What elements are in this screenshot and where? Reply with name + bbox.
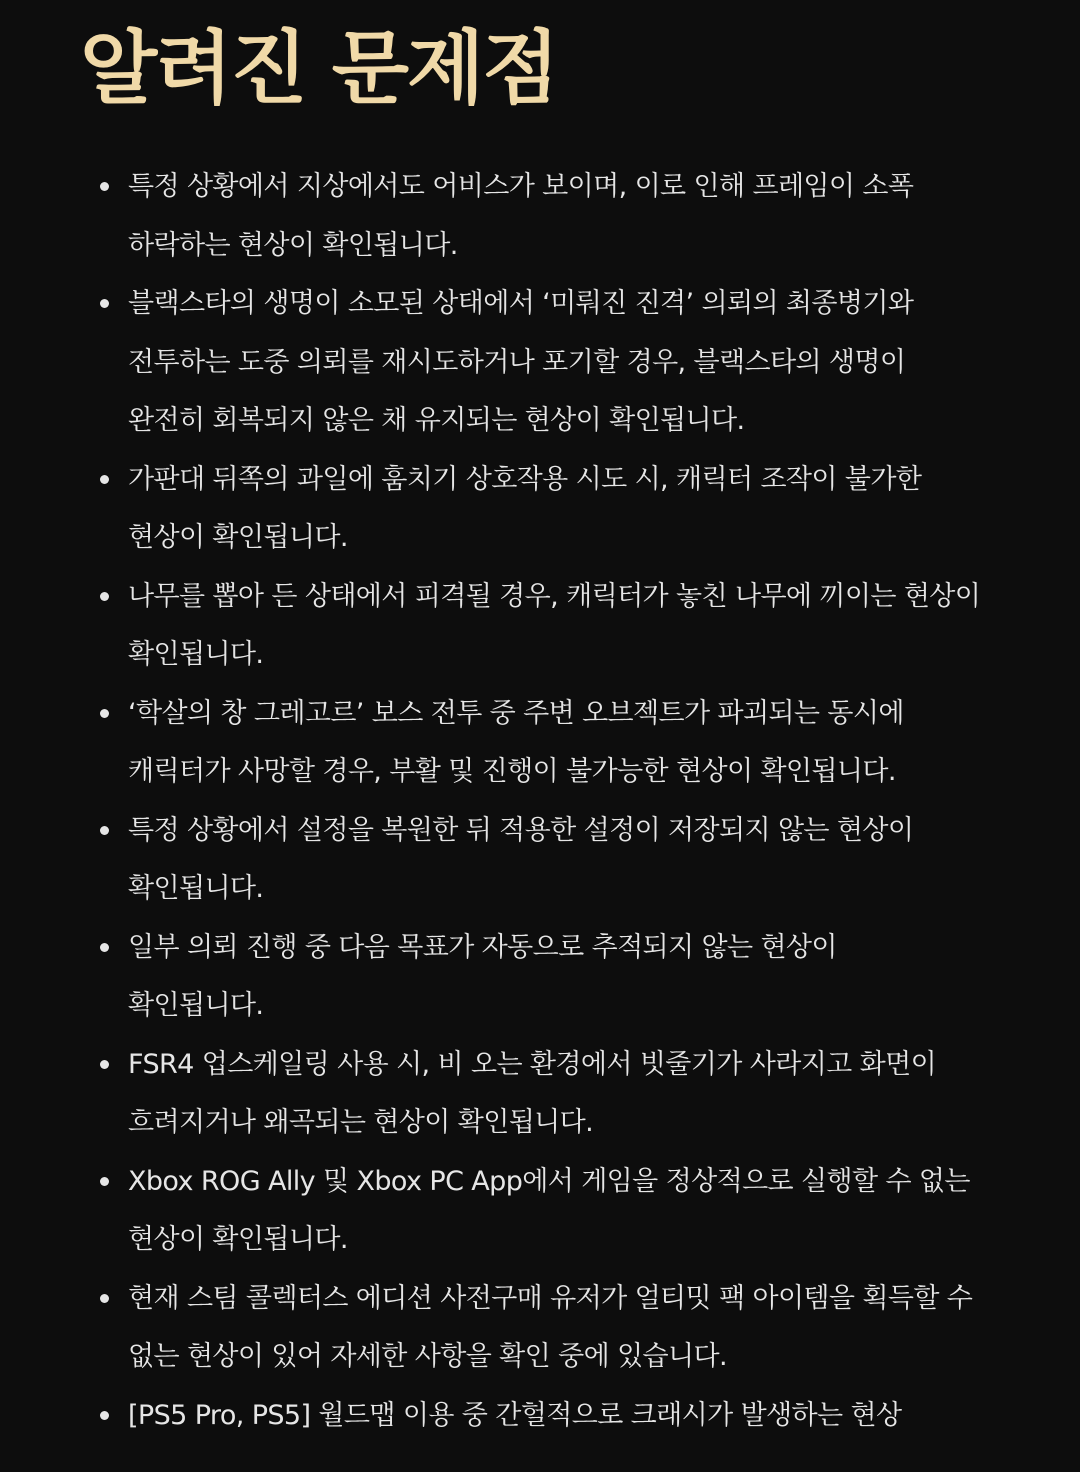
bullet-icon [100,592,109,601]
issue-text-line: 없는 현상이 있어 자세한 사항을 확인 중에 있습니다. [128,1341,727,1372]
issue-text-line: 하락하는 현상이 확인됩니다. [128,229,458,261]
known-issues-list [0,158,1080,1445]
issue-text-line: 가판대 뒤쪽의 과일에 훔치기 상호작용 시도 시, 캐릭터 조작이 불가한 [128,463,922,495]
bullet-icon [100,1060,109,1069]
issue-text-line: 특정 상황에서 설정을 복원한 뒤 적용한 설정이 저장되지 않는 현상이 [128,814,914,846]
issue-item [0,158,1080,275]
page-title: 알려진 문제점 [80,22,558,115]
bullet-icon [100,475,109,484]
issue-text-line: [PS5 Pro, PS5] 월드맵 이용 중 간헐적으로 크래시가 발생하는 현상 [128,1399,902,1431]
bullet-icon [100,826,109,835]
bullet-icon [100,299,109,308]
issue-item [0,568,1080,685]
issue-text-line: 흐려지거나 왜곡되는 현상이 확인됩니다. [128,1107,594,1138]
issue-item [0,1036,1080,1153]
bullet-icon [100,1294,109,1303]
issue-text-line: FSR4 업스케일링 사용 시, 비 오는 환경에서 빗줄기가 사라지고 화면이 [128,1048,937,1080]
issue-text-line: 블랙스타의 생명이 소모된 상태에서 ‘미뤄진 진격’ 의뢰의 최종병기와 [128,288,914,319]
issue-text-line: 확인됩니다. [128,873,264,904]
issue-text-line: 특정 상황에서 지상에서도 어비스가 보이며, 이로 인해 프레임이 소폭 [128,171,914,202]
issue-item [0,275,1080,451]
issue-text-line: 나무를 뽑아 든 상태에서 피격될 경우, 캐릭터가 놓친 나무에 끼이는 현상이 [128,580,981,612]
bullet-icon [100,943,109,952]
bullet-icon [100,1411,109,1420]
issue-text-line: 확인됩니다. [128,990,264,1021]
issue-item [0,1153,1080,1270]
issue-item [0,451,1080,568]
issue-text-line: 전투하는 도중 의뢰를 재시도하거나 포기할 경우, 블랙스타의 생명이 [128,346,906,378]
issue-text-line: ‘학살의 창 그레고르’ 보스 전투 중 주변 오브젝트가 파괴되는 동시에 [128,697,904,729]
issue-text-line: 완전히 회복되지 않은 채 유지되는 현상이 확인됩니다. [128,405,745,436]
issue-text-line: 일부 의뢰 진행 중 다음 목표가 자동으로 추적되지 않는 현상이 [128,931,837,963]
issue-text-line: 현재 스팀 콜렉터스 에디션 사전구매 유저가 얼티밋 팩 아이템을 획득할 수 [128,1282,973,1314]
issue-item [0,919,1080,1036]
issue-item [0,802,1080,919]
issue-text-line: Xbox ROG Ally 및 Xbox PC App에서 게임을 정상적으로 실행할 수 없는 [128,1165,970,1197]
issue-item [0,685,1080,802]
issue-text-line: 현상이 확인됩니다. [128,1224,348,1255]
bullet-icon [100,709,109,718]
issue-text-line: 현상이 확인됩니다. [128,522,348,553]
issue-item [0,1270,1080,1387]
issue-text-line: 캐릭터가 사망할 경우, 부활 및 진행이 불가능한 현상이 확인됩니다. [128,756,896,787]
issue-text-line: 확인됩니다. [128,639,264,670]
issue-item [0,1387,1080,1446]
bullet-icon [100,182,109,191]
bullet-icon [100,1177,109,1186]
